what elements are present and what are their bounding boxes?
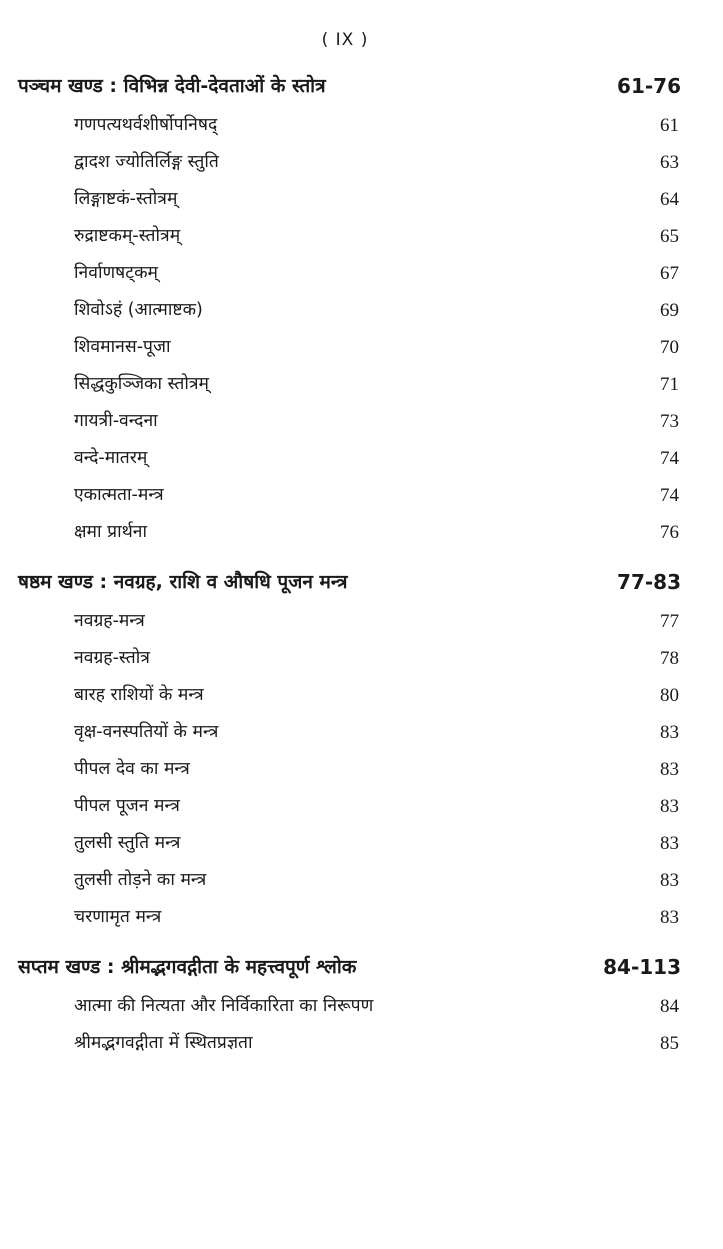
entry-title: पीपल पूजन मन्त्र: [74, 796, 180, 816]
section-page-range: 77-83: [617, 570, 681, 594]
entry-title: वन्दे-मातरम्: [74, 448, 148, 468]
toc-entry: [0, 217, 723, 254]
entry-page-number: 83: [660, 833, 679, 854]
entry-page-number: 63: [660, 152, 679, 173]
entry-page-number: 67: [660, 263, 679, 284]
entry-page-number: 73: [660, 411, 679, 432]
entry-title: निर्वाणषट्कम्: [74, 263, 158, 283]
entry-page-number: 83: [660, 907, 679, 928]
entry-page-number: 64: [660, 189, 679, 210]
toc-entry: [0, 713, 723, 750]
toc-entry: [0, 143, 723, 180]
entry-title: चरणामृत मन्त्र: [74, 907, 162, 927]
entry-page-number: 69: [660, 300, 679, 321]
toc-entry: [0, 254, 723, 291]
entry-title: गायत्री-वन्दना: [74, 411, 158, 431]
toc-entry: [0, 106, 723, 143]
toc-entry: [0, 750, 723, 787]
entry-page-number: 83: [660, 870, 679, 891]
toc-entry: [0, 402, 723, 439]
entry-page-number: 74: [660, 448, 679, 469]
section-heading-6: [0, 562, 723, 602]
toc-entry: [0, 476, 723, 513]
entry-title: तुलसी तोड़ने का मन्त्र: [74, 870, 207, 890]
entry-page-number: 83: [660, 722, 679, 743]
entry-title: द्वादश ज्योतिर्लिङ्ग स्तुति: [74, 152, 219, 172]
toc-entry: [0, 439, 723, 476]
toc-entry: [0, 639, 723, 676]
entry-page-number: 61: [660, 115, 679, 136]
toc-entry: [0, 676, 723, 713]
entry-title: पीपल देव का मन्त्र: [74, 759, 190, 779]
entry-page-number: 65: [660, 226, 679, 247]
entry-title: नवग्रह-स्तोत्र: [74, 648, 150, 668]
entry-page-number: 80: [660, 685, 679, 706]
section-page-range: 61-76: [617, 74, 681, 98]
toc-entry: [0, 328, 723, 365]
toc-entry: [0, 291, 723, 328]
section-heading-5: [0, 66, 723, 106]
toc-entry: [0, 602, 723, 639]
entry-title: आत्मा की नित्यता और निर्विकारिता का निरूपण: [74, 996, 374, 1016]
entry-title: एकात्मता-मन्त्र: [74, 485, 164, 505]
toc-entry: [0, 787, 723, 824]
entry-title: नवग्रह-मन्त्र: [74, 611, 145, 631]
entry-page-number: 76: [660, 522, 679, 543]
entry-title: तुलसी स्तुति मन्त्र: [74, 833, 181, 853]
toc-entry: [0, 824, 723, 861]
entry-page-number: 70: [660, 337, 679, 358]
entry-title: लिङ्गाष्टकं-स्तोत्रम्: [74, 189, 178, 209]
entry-title: वृक्ष-वनस्पतियों के मन्त्र: [74, 722, 219, 742]
entry-title: शिवोऽहं (आत्माष्टक): [74, 300, 203, 320]
entry-page-number: 83: [660, 796, 679, 817]
section-title: पञ्चम खण्ड : विभिन्न देवी-देवताओं के स्तोत्र: [18, 75, 326, 97]
entry-page-number: 71: [660, 374, 679, 395]
section-heading-7: [0, 947, 723, 987]
page-number: ( IX ): [321, 30, 369, 50]
section-title: षष्ठम खण्ड : नवग्रह, राशि व औषधि पूजन मन्त्र: [18, 571, 348, 593]
toc-entry: [0, 898, 723, 935]
entry-page-number: 84: [660, 996, 679, 1017]
toc-entry: [0, 861, 723, 898]
section-page-range: 84-113: [603, 955, 681, 979]
entry-title: सिद्धकुञ्जिका स्तोत्रम्: [74, 374, 210, 394]
entry-title: क्षमा प्रार्थना: [74, 522, 148, 542]
toc-entry: [0, 987, 723, 1024]
entry-page-number: 77: [660, 611, 679, 632]
entry-page-number: 74: [660, 485, 679, 506]
toc-entry: [0, 513, 723, 550]
entry-title: श्रीमद्भगवद्गीता में स्थितप्रज्ञता: [74, 1033, 253, 1053]
section-title: सप्तम खण्ड : श्रीमद्भगवद्गीता के महत्त्वपूर्ण श्लोक: [18, 956, 357, 978]
table-of-contents: [0, 66, 723, 1061]
toc-entry: [0, 180, 723, 217]
entry-title: गणपत्यथर्वशीर्षोपनिषद्: [74, 115, 218, 135]
entry-page-number: 85: [660, 1033, 679, 1054]
entry-title: शिवमानस-पूजा: [74, 337, 171, 357]
toc-entry: [0, 1024, 723, 1061]
entry-title: बारह राशियों के मन्त्र: [74, 685, 204, 705]
entry-page-number: 83: [660, 759, 679, 780]
entry-title: रुद्राष्टकम्-स्तोत्रम्: [74, 226, 181, 246]
toc-entry: [0, 365, 723, 402]
entry-page-number: 78: [660, 648, 679, 669]
